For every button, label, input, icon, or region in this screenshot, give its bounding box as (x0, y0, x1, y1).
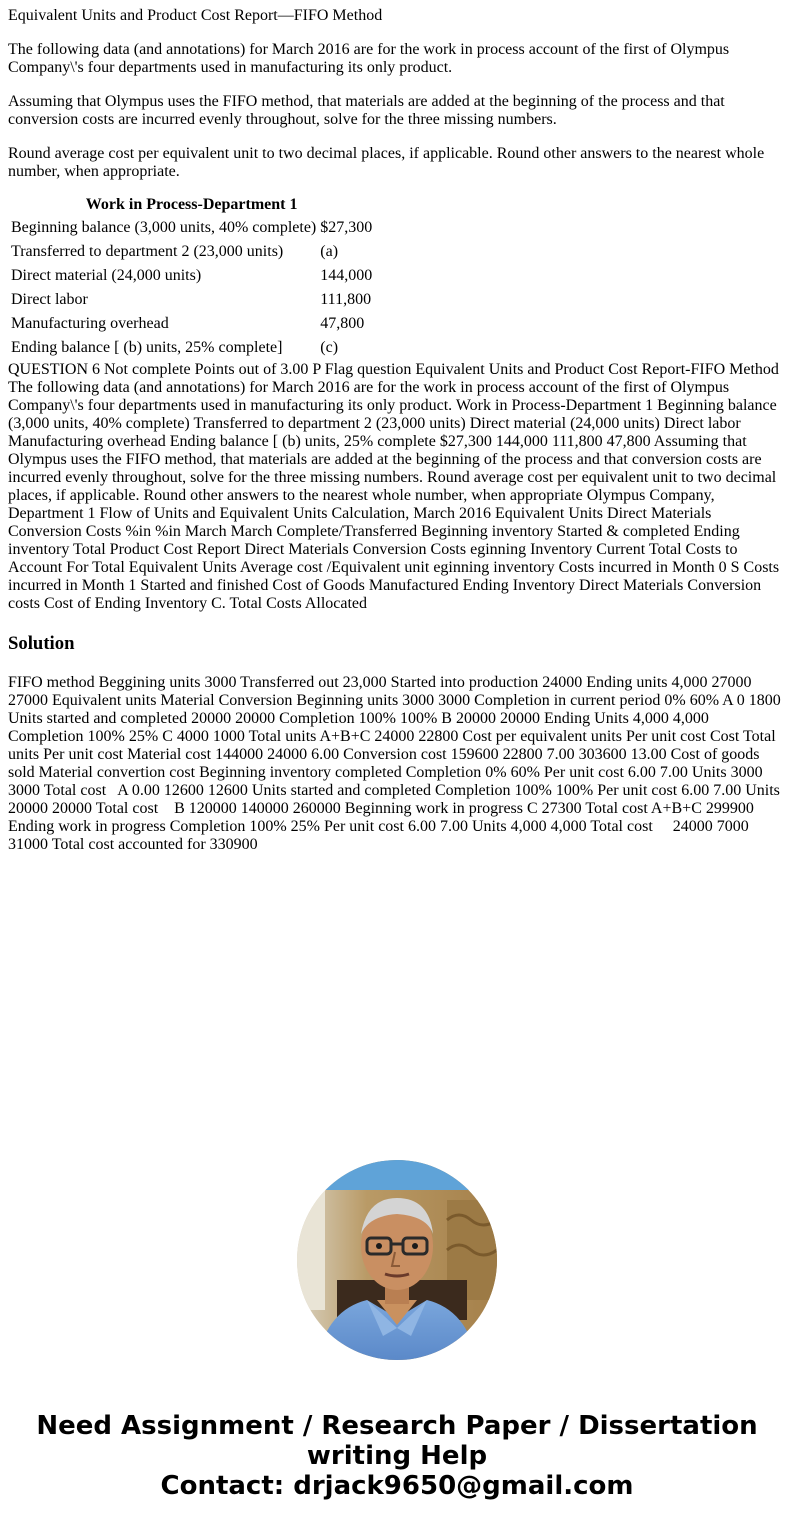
tutor-portrait-icon (297, 1160, 497, 1360)
table-row (10, 289, 373, 311)
contact-email: Contact: drjack9650@gmail.com (160, 1471, 634, 1501)
intro-paragraph: The following data (and annotations) for March 2016 are for the work in process account of the first of Olympus Company\'s four departments used in manufacturing its only product. (8, 41, 730, 76)
row-value: 144,000 (320, 267, 373, 284)
wip-table (8, 195, 375, 361)
help-banner (0, 1411, 794, 1501)
row-label: Direct material (24,000 units) (11, 267, 202, 284)
row-label: Direct labor (11, 291, 88, 308)
portrait-graphic (297, 1160, 497, 1360)
table-row (10, 265, 373, 287)
help-banner-text: Need Assignment / Research Paper / Dissertation writing Help (36, 1411, 758, 1471)
table-row (10, 313, 373, 335)
solution-heading: Solution (8, 633, 75, 654)
solution-text: FIFO method Beggining units 3000 Transferred out 23,000 Started into production 24000 Ending units 4,000 27000 27000 Equivalent units Material Conversion Beginning units 3000 3000 Completion in current period 0% 60% A 0 1800 Units started and completed 20000 20000 Completion 100% 100% B 20000 20000 Ending Units 4,000 4,000 Completion 100% 25% C 4000 1000 Total units A+B+C 24000 22800 Cost per equivalent units Per unit cost Cost Total units Per unit cost Material cost 144000 24000 6.00 Conversion cost 159600 22800 7.00 303600 13.00 Cost of goods sold Material convertion cost Beginning inventory completed Completion 0% 60% Per unit cost 6.00 7.00 Units 3000 3000 Total cost A 0.00 12600 12600 Units started and completed Completion 100% 100% Per unit cost 6.00 7.00 Units 20000 20000 Total cost B 120000 140000 260000 Beginning work in progress C 27300 Total cost A+B+C 299900 Ending work in progress Completion 100% 25% Per unit cost 6.00 7.00 Units 4,000 4,000 Total cost 24000 7000 31000 Total cost accounted for 330900 (8, 674, 781, 853)
question-text: QUESTION 6 Not complete Points out of 3.00 P Flag question Equivalent Units and Product Cost Report-FIFO Method The following data (and annotations) for March 2016 are for the work in process account of the first of Olympus Company\'s four departments used in manufacturing its only product. Work in Process-Department 1 Beginning balance (3,000 units, 40% complete) Transferred to department 2 (23,000 units) Direct material (24,000 units) Direct labor Manufacturing overhead Ending balance [ (b) units, 25% complete $27,300 144,000 111,800 47,800 Assuming that Olympus uses the FIFO method, that materials are added at the beginning of the process and that conversion costs are incurred evenly throughout, solve for the three missing numbers. Round average cost per equivalent unit to two decimal places, if applicable. Round other answers to the nearest whole number, when appropriate Olympus Company, Department 1 Flow of Units and Equivalent Units Calculation, March 2016 Equivalent Units Direct Materials Conversion Costs %in %in March March Complete/Transferred Beginning inventory Started & completed Ending inventory Total Product Cost Report Direct Materials Conversion Costs eginning Inventory Current Total Costs to Account For Total Equivalent Units Average cost /Equivalent unit eginning inventory Costs incurred in Month 0 S Costs incurred in Month 1 Started and finished Cost of Goods Manufactured Ending Inventory Direct Materials Conversion costs Cost of Ending Inventory C. Total Costs Allocated (8, 361, 780, 612)
table-row (10, 217, 373, 239)
row-label: Transferred to department 2 (23,000 units) (11, 243, 284, 260)
rounding-paragraph: Round average cost per equivalent unit to two decimal places, if applicable. Round other answers to the nearest whole number, when appropriate. (8, 145, 765, 180)
row-value: 111,800 (320, 291, 372, 308)
row-value: 47,800 (320, 315, 365, 332)
row-label: Ending balance [ (b) units, 25% complete] (11, 339, 283, 356)
document-body (0, 7, 794, 854)
row-value: (a) (320, 243, 339, 260)
page-title: Equivalent Units and Product Cost Report—FIFO Method (8, 7, 383, 24)
table-row (10, 337, 373, 359)
wip-table-caption: Work in Process-Department 1 (85, 196, 298, 213)
table-row (10, 241, 373, 263)
row-label: Manufacturing overhead (11, 315, 169, 332)
row-value: (c) (320, 339, 339, 356)
row-value: $27,300 (320, 219, 373, 236)
row-label: Beginning balance (3,000 units, 40% complete) (11, 219, 317, 236)
assumption-paragraph: Assuming that Olympus uses the FIFO method, that materials are added at the beginning of the process and that conversion costs are incurred evenly throughout, solve for the three missing numbers. (8, 93, 725, 128)
